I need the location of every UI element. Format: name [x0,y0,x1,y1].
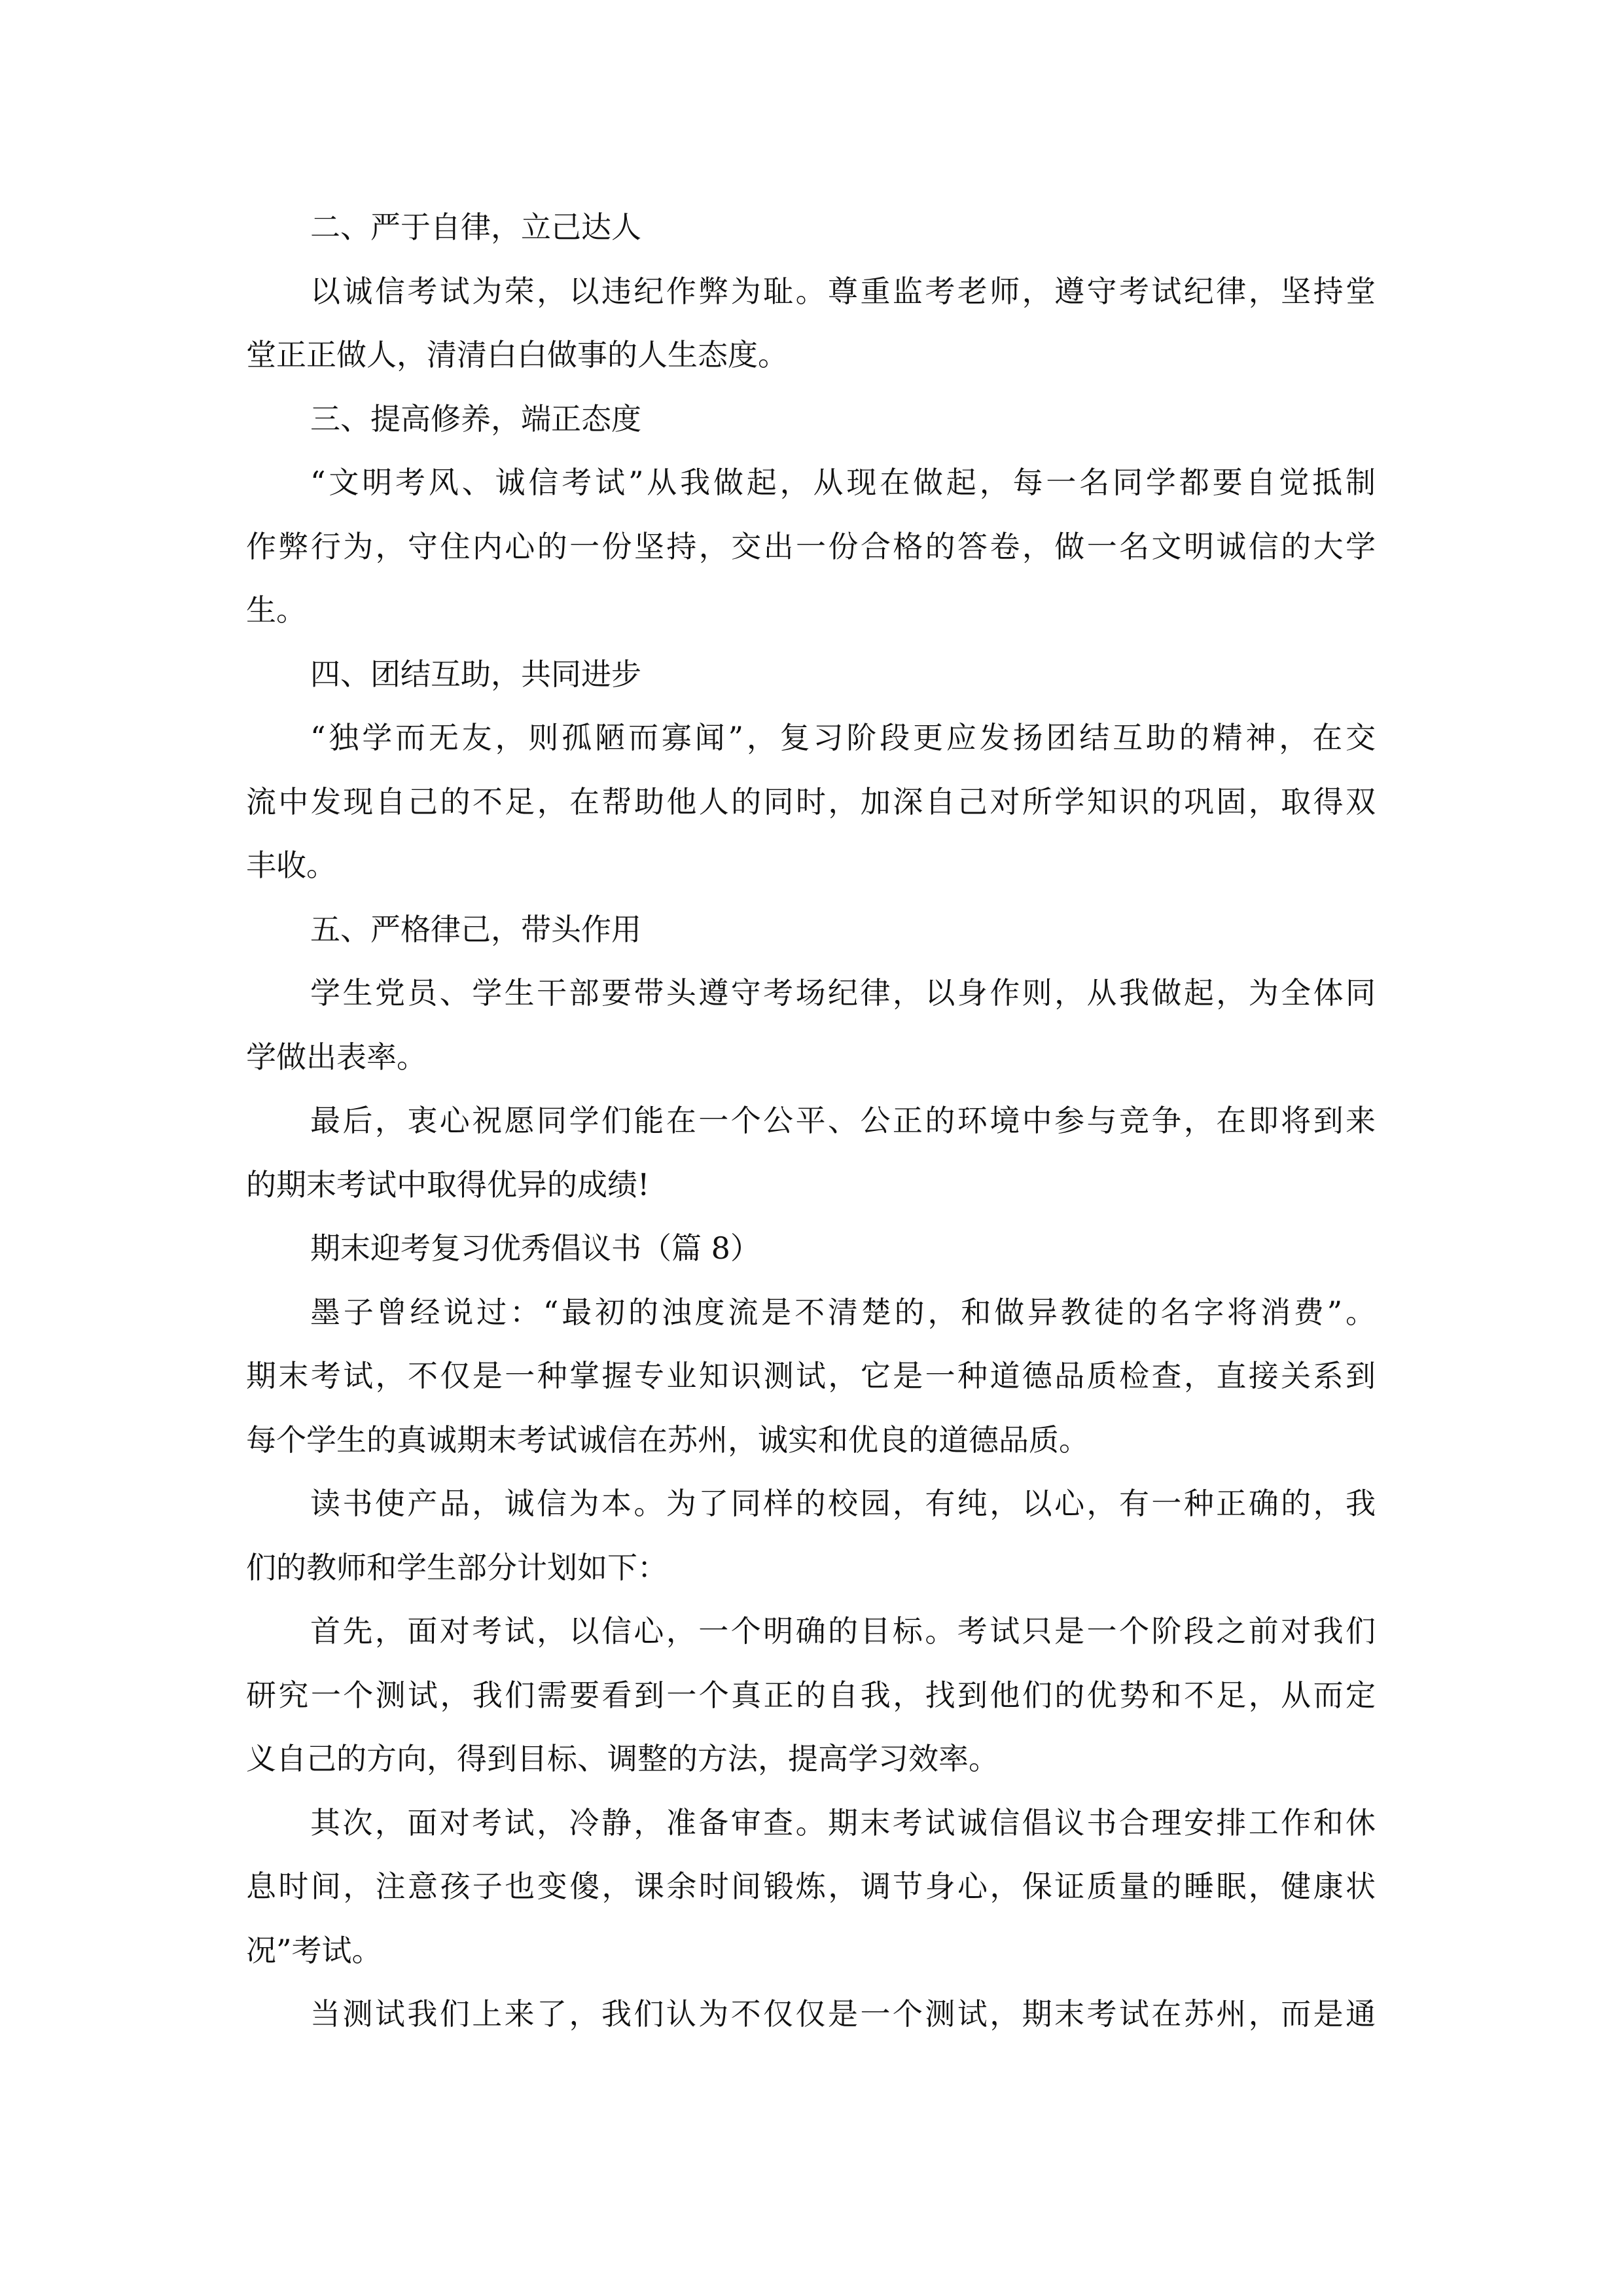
text-line: 们的教师和学生部分计划如下： [246,1549,668,1585]
text-line: 学做出表率。 [246,1039,427,1075]
text-line: 学生党员、学生干部要带头遵守考场纪律，以身作则，从我做起，为全体同 [310,975,1376,1011]
text-line: 作弊行为，守住内心的一份坚持，交出一份合格的答卷，做一名文明诚信的大学 [246,528,1376,564]
text-line: 研究一个测试，我们需要看到一个真正的自我，找到他们的优势和不足，从而定 [246,1677,1376,1713]
text-line: 义自己的方向，得到目标、调整的方法，提高学习效率。 [246,1741,999,1776]
text-line: 况”考试。 [246,1932,382,1968]
text-line: 的期末考试中取得优异的成绩! [246,1166,650,1202]
text-line: 其次，面对考试，冷静，准备审查。期末考试诚信倡议书合理安排工作和休 [310,1804,1376,1840]
text-line: 首先，面对考试，以信心，一个明确的目标。考试只是一个阶段之前对我们 [310,1613,1376,1649]
text-line: 每个学生的真诚期末考试诚信在苏州，诚实和优良的道德品质。 [246,1422,1089,1458]
text-line: 二、严于自律，立己达人 [310,209,641,245]
text-line: 五、严格律己，带头作用 [310,911,641,947]
text-line: 读书使产品，诚信为本。为了同样的校园，有纯，以心，有一种正确的，我 [310,1486,1376,1521]
text-line: 堂正正做人，清清白白做事的人生态度。 [246,337,788,372]
text-line: 期末迎考复习优秀倡议书（篇 8） [310,1230,760,1266]
text-line: 三、提高修养，端正态度 [310,401,641,437]
text-line: “文明考风、诚信考试”从我做起，从现在做起，每一名同学都要自觉抵制 [310,465,1376,500]
text-line: 息时间，注意孩子也变傻，课余时间锻炼，调节身心，保证质量的睡眠，健康状 [246,1869,1376,1904]
text-line: 以诚信考试为荣，以违纪作弊为耻。尊重监考老师，遵守考试纪律，坚持堂 [310,273,1376,309]
text-line: 当测试我们上来了，我们认为不仅仅是一个测试，期末考试在苏州，而是通 [310,1996,1376,2032]
text-line: “独学而无友，则孤陋而寡闻”，复习阶段更应发扬团结互助的精神，在交 [310,720,1376,755]
text-line: 最后，衷心祝愿同学们能在一个公平、公正的环境中参与竞争，在即将到来 [310,1103,1376,1138]
text-line: 丰收。 [246,848,336,883]
text-line: 流中发现自己的不足，在帮助他人的同时，加深自己对所学知识的巩固，取得双 [246,783,1376,819]
text-line: 墨子曾经说过：“最初的浊度流是不清楚的，和做异教徒的名字将消费”。 [310,1294,1376,1330]
text-line: 四、团结互助，共同进步 [310,656,641,692]
text-line: 生。 [246,592,306,628]
text-line: 期末考试，不仅是一种掌握专业知识测试，它是一种道德品质检查，直接关系到 [246,1358,1376,1393]
